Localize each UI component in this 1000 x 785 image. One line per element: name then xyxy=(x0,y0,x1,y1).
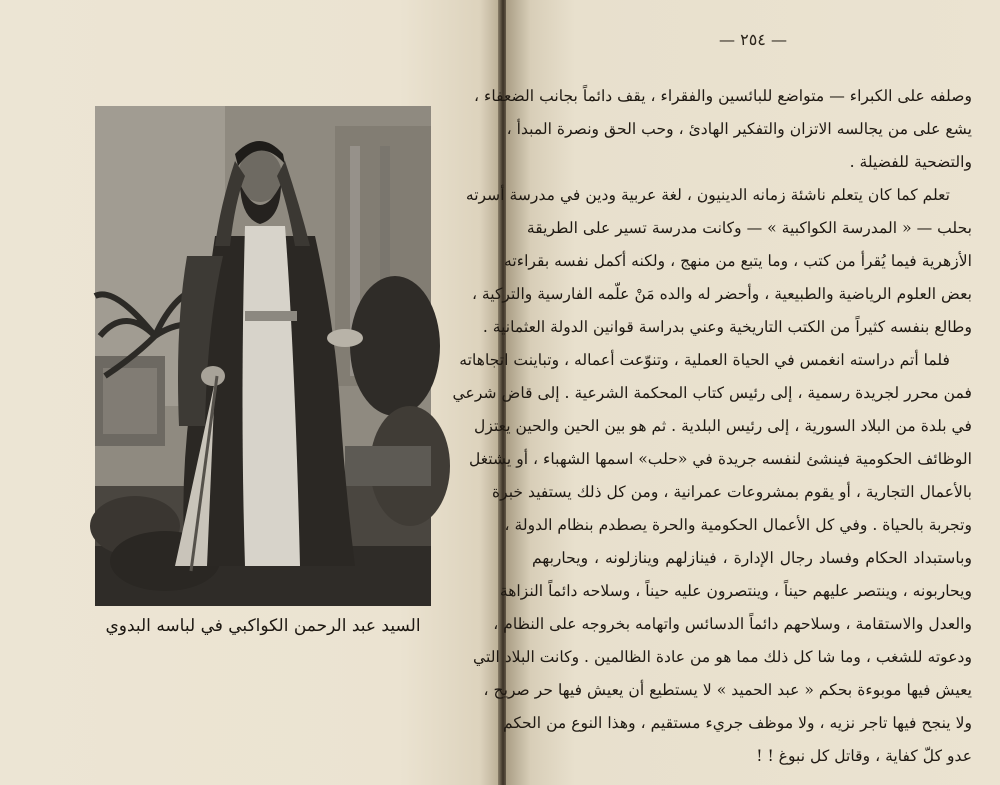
text-line: الأزهرية فيما يُقرأ من كتب ، وما يتبع من منهج ، ولكنه أكمل نفسه بقراءته xyxy=(504,252,972,270)
text-line: وباستبداد الحكام وفساد رجال الإدارة ، فينازلهم وينازلونه ، ويحاربهم xyxy=(532,549,972,567)
text-line: وصلفه على الكبراء — متواضع للبائسين والفقراء ، يقف دائماً بجانب الضعفاء ، xyxy=(474,87,972,105)
text-line: والتضحية للفضيلة . xyxy=(849,153,972,171)
body-text xyxy=(452,80,972,773)
photo-caption: السيد عبد الرحمن الكواكبي في لباسه البدوي xyxy=(105,616,421,636)
text-line: فمن محرر لجريدة رسمية ، إلى رئيس كتاب المحكمة الشرعية . إلى قاض شرعي xyxy=(452,384,972,402)
text-line: بالأعمال التجارية ، أو يقوم بمشروعات عمرانية ، ومن كل ذلك يستفيد خبرة xyxy=(491,483,972,501)
text-line: الوظائف الحكومية فينشئ لنفسه جريدة في «حلب» اسمها الشهباء ، أو يشتغل xyxy=(468,450,972,468)
text-line: بعض العلوم الرياضية والطبيعية ، وأحضر له والده مَنْ علّمه الفارسية والتركية ، xyxy=(471,285,972,303)
portrait-photograph xyxy=(95,106,431,606)
text-line: عدو كلّ كفاية ، وقاتل كل نبوغ ! ! xyxy=(756,747,972,765)
text-line: وطالع بنفسه كثيراً من الكتب التاريخية وعني بدراسة قوانين الدولة العثمانية . xyxy=(482,318,972,336)
text-line: يعيش فيها موبوءة بحكم « عبد الحميد » لا يستطيع أن يعيش فيها حر صريح ، xyxy=(483,681,972,699)
text-line: بحلب — « المدرسة الكواكبية » — وكانت مدرسة تسير على الطريقة xyxy=(526,219,972,237)
text-line: ودعوته للشغب ، وما شا كل ذلك مما هو من عادة الظالمين . وكانت البلاد التي xyxy=(473,648,972,666)
text-line: في بلدة من البلاد السورية ، إلى رئيس البلدية . ثم هو بين الحين والحين يعتزل xyxy=(474,417,972,435)
text-line: تعلم كما كان يتعلم ناشئة زمانه الدينيون ، لغة عربية ودين في مدرسة أسرته xyxy=(465,186,950,204)
text-line: فلما أتم دراسته انغمس في الحياة العملية ، وتنوّعت أعماله ، وتباينت اتجاهاته xyxy=(459,351,950,369)
text-line: وتجربة بالحياة . وفي كل الأعمال الحكومية والحرة يصطدم بنظام الدولة ، xyxy=(504,516,972,534)
page-number: — ٢٥٤ — xyxy=(719,30,787,49)
text-line: والعدل والاستقامة ، وسلاحهم دائماً الدسائس واتهامه بخروجه على النظام ، xyxy=(493,615,972,633)
text-line: ولا ينجح فيها تاجر نزيه ، ولا موظف جريء مستقيم ، وهذا النوع من الحكم xyxy=(502,714,972,732)
right-page xyxy=(452,0,1000,785)
text-line: يشع على من يجالسه الاتزان والتفكير الهادئ ، وحب الحق ونصرة المبدأ ، xyxy=(506,120,972,138)
text-line: ويحاربونه ، وينتصر عليهم حيناً ، وينتصرون عليه حيناً ، وسلاحه دائماً النزاهة xyxy=(499,582,972,600)
